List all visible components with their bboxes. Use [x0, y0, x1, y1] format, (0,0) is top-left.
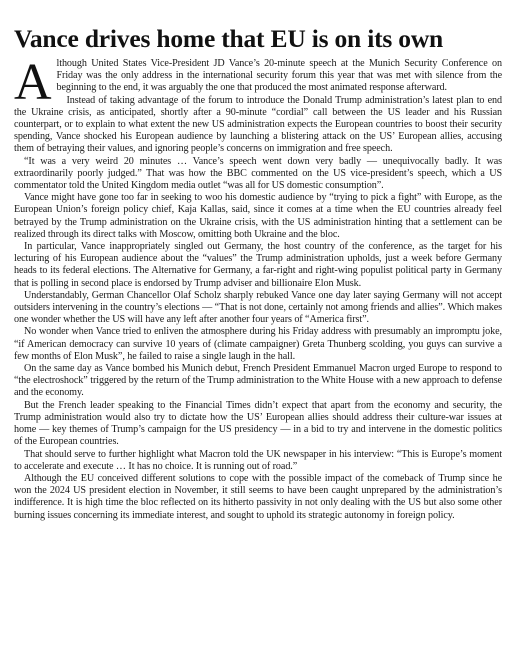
- article-paragraph: In particular, Vance inappropriately singled out Germany, the host country of the conference, as the target for his lecturing of his European audience about the “values” the Trump administration upholds, just a week before Germany heads to its federal elections. The Alternative for Germany, a far-right and right-wing populist political party in Germany that is polling in second place is endorsed by Trump adviser and billionaire Elon Musk.: [14, 241, 502, 289]
- article-paragraph: Instead of taking advantage of the forum to introduce the Donald Trump administration’s latest plan to end the Ukraine crisis, as anticipated, shortly after a 90-minute “cordial” call between the US leader and his Russian counterpart, or to explain to what extent the new US administration expects the European countries to boost their security spending, Vance shocked his European audience by launching a blistering attack on the US’ European allies, accusing them of betraying their values, and ignoring people’s concerns on immigration and free speech.: [14, 94, 502, 155]
- headline: Vance drives home that EU is on its own: [14, 24, 444, 54]
- article-paragraph: Although the EU conceived different solutions to cope with the possible impact of the comeback of Trump since he won the 2024 US president election in November, it still seems to have been caught unprepared by the administration’s indifference. It is high time the bloc reflected on its hitherto passivity in not only dealing with the US but also some other burning issues concerning its immediate interest, and sought to uphold its strategic autonomy in foreign policy.: [14, 472, 502, 521]
- article-paragraph: That should serve to further highlight what Macron told the UK newspaper in his interview: “This is Europe’s moment to accelerate and execute … It has no choice. It is running out of road.”: [14, 448, 502, 472]
- article-paragraph: On the same day as Vance bombed his Munich debut, French President Emmanuel Macron urged Europe to respond to “the electroshock” triggered by the return of the Trump administration to the White House with a new approach to defense and the economy.: [14, 363, 502, 399]
- article-paragraph: But the French leader speaking to the Financial Times didn’t expect that apart from the economy and security, the Trump administration would also try to dictate how the US’ European allies should address their culture-war issues at home — key themes of Trump’s campaign for the US presidency — in a bid to try and intervene in the domestic politics of the European countries.: [14, 399, 502, 448]
- article-paragraph: Understandably, German Chancellor Olaf Scholz sharply rebuked Vance one day later saying Germany will not accept outsiders intervening in the country’s elections — “That is not done, certainly not among friends and allies”. Which makes one wonder whether the US will have any left after another four years of “America first”.: [14, 289, 502, 326]
- article-paragraph: [14, 58, 502, 111]
- article-body: [14, 58, 502, 664]
- drop-cap: A: [14, 58, 52, 111]
- article-paragraph: “It was a very weird 20 minutes … Vance’s speech went down very badly — unequivocally badly. It was extraordinarily poorly judged.” That was how the BBC commented on the US vice-president’s speech, which a US commentator told the United Kingdom media outlet “was all for US domestic consumption”.: [14, 155, 502, 192]
- article-paragraph: No wonder when Vance tried to enliven the atmosphere during his Friday address with presumably an impromptu joke, “if American democracy can survive 10 years of (climate campaigner) Greta Thunberg scolding, you guys can survive a few months of Elon Musk”, he failed to raise a single laugh in the hall.: [14, 326, 502, 362]
- paragraph-text: lthough United States Vice-President JD Vance’s 20-minute speech at the Munich Security Conference on Friday was the only address in the international security forum this year that was met with silence from the beginning to the end, it was arguably the one that produced the most animated response afterward.: [56, 58, 502, 94]
- article-paragraph: Vance might have gone too far in seeking to woo his domestic audience by “trying to pick a fight” with Europe, as the European Union’s foreign policy chief, Kaja Kallas, said, since it comes at a time when the EU countries already feel betrayed by the Trump administration on the Ukraine crisis, with the US administration hinting that a settlement can be realized through its direct talks with Moscow, omitting both Ukraine and the bloc.: [14, 192, 502, 240]
